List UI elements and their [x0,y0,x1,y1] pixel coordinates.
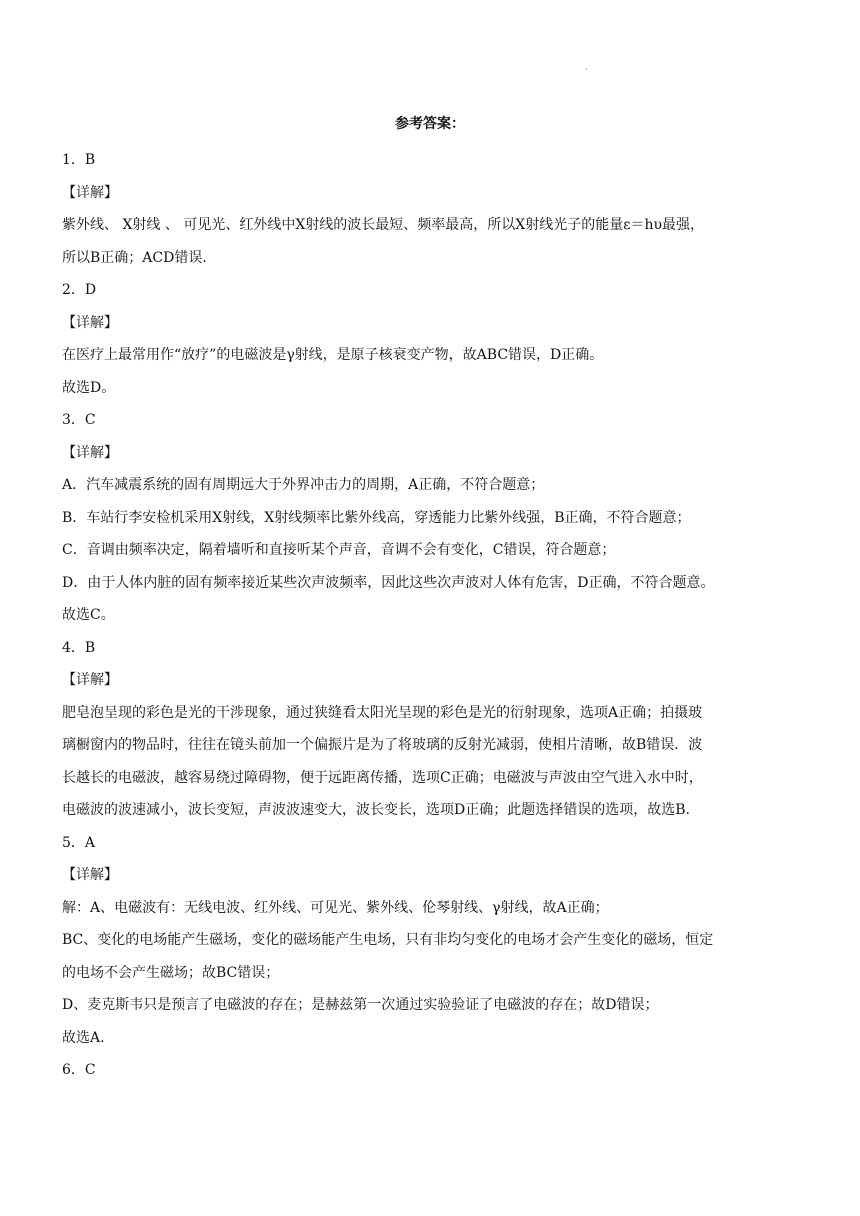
text-line: 在医疗上最常用作“放疗”的电磁波是γ射线，是原子核衰变产物，故ABC错误，D正确。 [62,347,604,363]
answer-number-6: 6．C [62,1062,96,1078]
text-line: D．由于人体内脏的固有频率接近某些次声波频率，因此这些次声波对人体有危害，D正确，不符合题意。 [62,574,715,591]
text-line: 璃橱窗内的物品时，往往在镜头前加一个偏振片是为了将玻璃的反射光减弱，使相片清晰，故B错误．波 [62,737,703,753]
answer-number-3: 3．C [62,412,96,428]
answer-number-5: 5．A [62,834,96,851]
detail-heading: 【详解】 [62,672,118,688]
answer-number-4: 4．B [62,639,96,656]
detail-heading: 【详解】 [62,314,118,331]
text-line: 解：A、电磁波有：无线电波、红外线、可见光、紫外线、伦琴射线、γ射线，故A正确； [62,899,609,916]
text-line: D、麦克斯韦只是预言了电磁波的存在；是赫兹第一次通过实验验证了电磁波的存在；故D错误； [62,997,659,1013]
text-line: BC、变化的电场能产生磁场，变化的磁场能产生电场，只有非均匀变化的电场才会产生变化的磁场，恒定 [62,932,714,948]
text-line: 故选C。 [62,607,115,623]
header-mark: · [585,65,588,74]
text-line: 紫外线、 X射线 、 可见光、红外线中X射线的波长最短、频率最高，所以X射线光子的能量ε＝hυ最强， [62,217,705,233]
text-line: A．汽车减震系统的固有周期远大于外界冲击力的周期，A正确，不符合题意； [62,477,545,493]
text-line: 故选A. [62,1029,105,1046]
page-title: 参考答案： [395,116,465,132]
answer-body [62,144,812,1087]
detail-heading: 【详解】 [62,184,118,201]
text-line: 肥皂泡呈现的彩色是光的干涉现象，通过狭缝看太阳光呈现的彩色是光的衍射现象，选项A正确；拍摄玻 [62,704,703,721]
text-line: C．音调由频率决定，隔着墙听和直接听某个声音，音调不会有变化，C错误，符合题意； [62,542,616,558]
detail-heading: 【详解】 [62,444,118,461]
text-line: 故选D。 [62,379,116,396]
detail-heading: 【详解】 [62,867,118,883]
text-line: 的电场不会产生磁场；故BC错误； [62,964,280,981]
text-line: 电磁波的波速减小，波长变短，声波波速变大，波长变长，选项D正确；此题选择错误的选项，故选B. [62,802,690,818]
text-line: B．车站行李安检机采用X射线，X射线频率比紫外线高，穿透能力比紫外线强，B正确，不符合题意； [62,509,691,526]
text-line: 长越长的电磁波，越容易绕过障碍物，便于远距离传播，选项C正确；电磁波与声波由空气进入水中时， [62,769,703,786]
answer-number-1: 1．B [62,152,96,168]
text-line: 所以B正确；ACD错误． [62,249,217,266]
answer-number-2: 2．D [62,282,97,298]
